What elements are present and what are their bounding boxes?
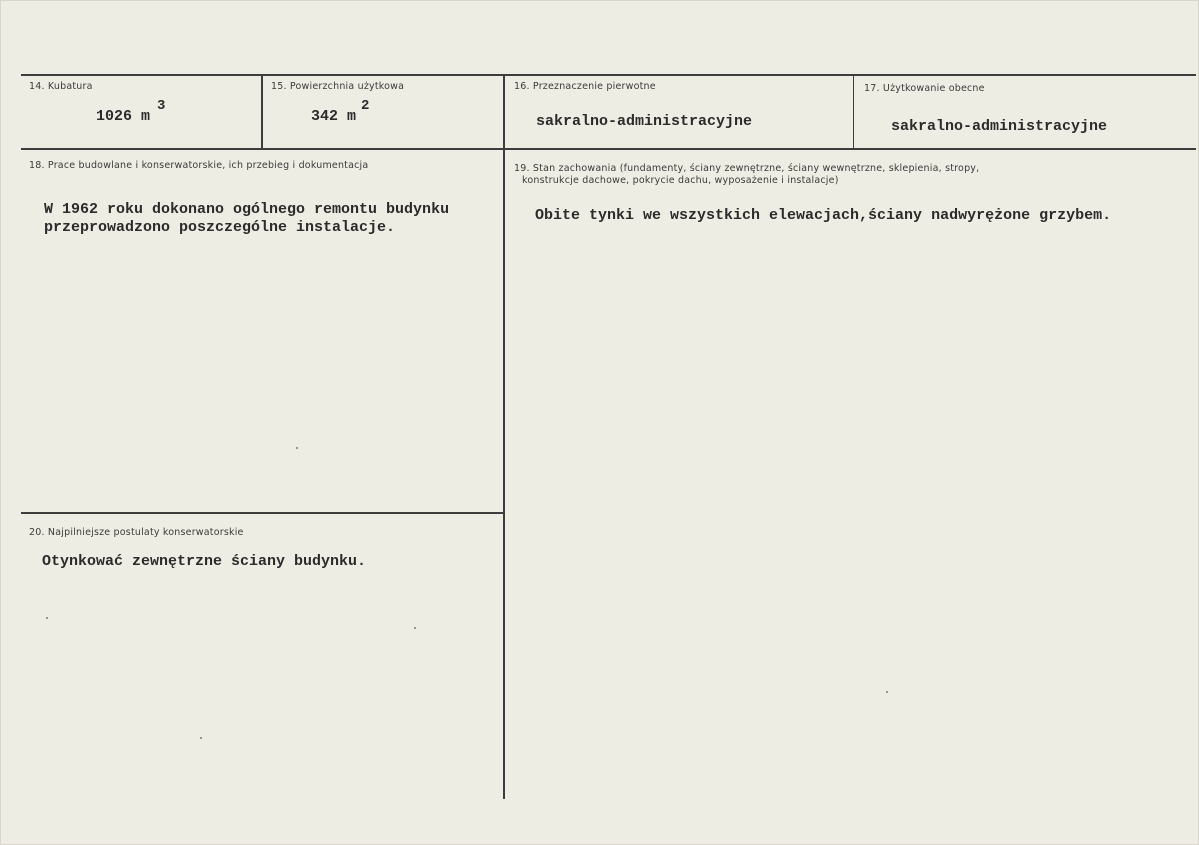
field-16-value: sakralno-administracyjne (536, 113, 753, 130)
field-20-top-rule (21, 512, 504, 514)
field-17-value: sakralno-administracyjne (891, 118, 1108, 135)
field-15-value: 342 m (311, 108, 357, 125)
divider-15-16 (503, 75, 505, 799)
paper-speck (886, 691, 888, 693)
field-16-label: 16. Przeznaczenie pierwotne (514, 81, 656, 92)
paper-speck (414, 627, 416, 629)
field-19-label-line-1: 19. Stan zachowania (fundamenty, ściany zewnętrzne, ściany wewnętrzne, sklepienia, stropy, (514, 163, 980, 174)
field-19-label-line-2: konstrukcje dachowe, pokrycie dachu, wyposażenie i instalacje) (522, 175, 839, 186)
paper-speck (296, 447, 298, 449)
field-15-exponent: 2 (361, 98, 370, 114)
field-18-text-line-1: W 1962 roku dokonano ogólnego remontu budynku (44, 201, 450, 218)
field-18-label: 18. Prace budowlane i konserwatorskie, ich przebieg i dokumentacja (29, 160, 369, 171)
divider-16-17 (853, 75, 854, 149)
top-rule (21, 74, 1196, 76)
field-20-value: Otynkować zewnętrzne ściany budynku. (42, 553, 367, 570)
paper-speck (46, 617, 48, 619)
field-18-text-line-2: przeprowadzono poszczególne instalacje. (44, 219, 396, 236)
field-19-value: Obite tynki we wszystkich elewacjach,ściany nadwyrężone grzybem. (535, 207, 1112, 224)
field-17-label: 17. Użytkowanie obecne (864, 83, 985, 94)
divider-14-15 (261, 75, 263, 149)
field-14-value: 1026 m (96, 108, 151, 125)
field-20-label: 20. Najpilniejsze postulaty konserwatorskie (29, 527, 244, 538)
row-separator (21, 148, 1196, 150)
field-14-label: 14. Kubatura (29, 81, 93, 92)
field-14-exponent: 3 (157, 98, 166, 114)
paper-speck (200, 737, 202, 739)
field-15-label: 15. Powierzchnia użytkowa (271, 81, 405, 92)
